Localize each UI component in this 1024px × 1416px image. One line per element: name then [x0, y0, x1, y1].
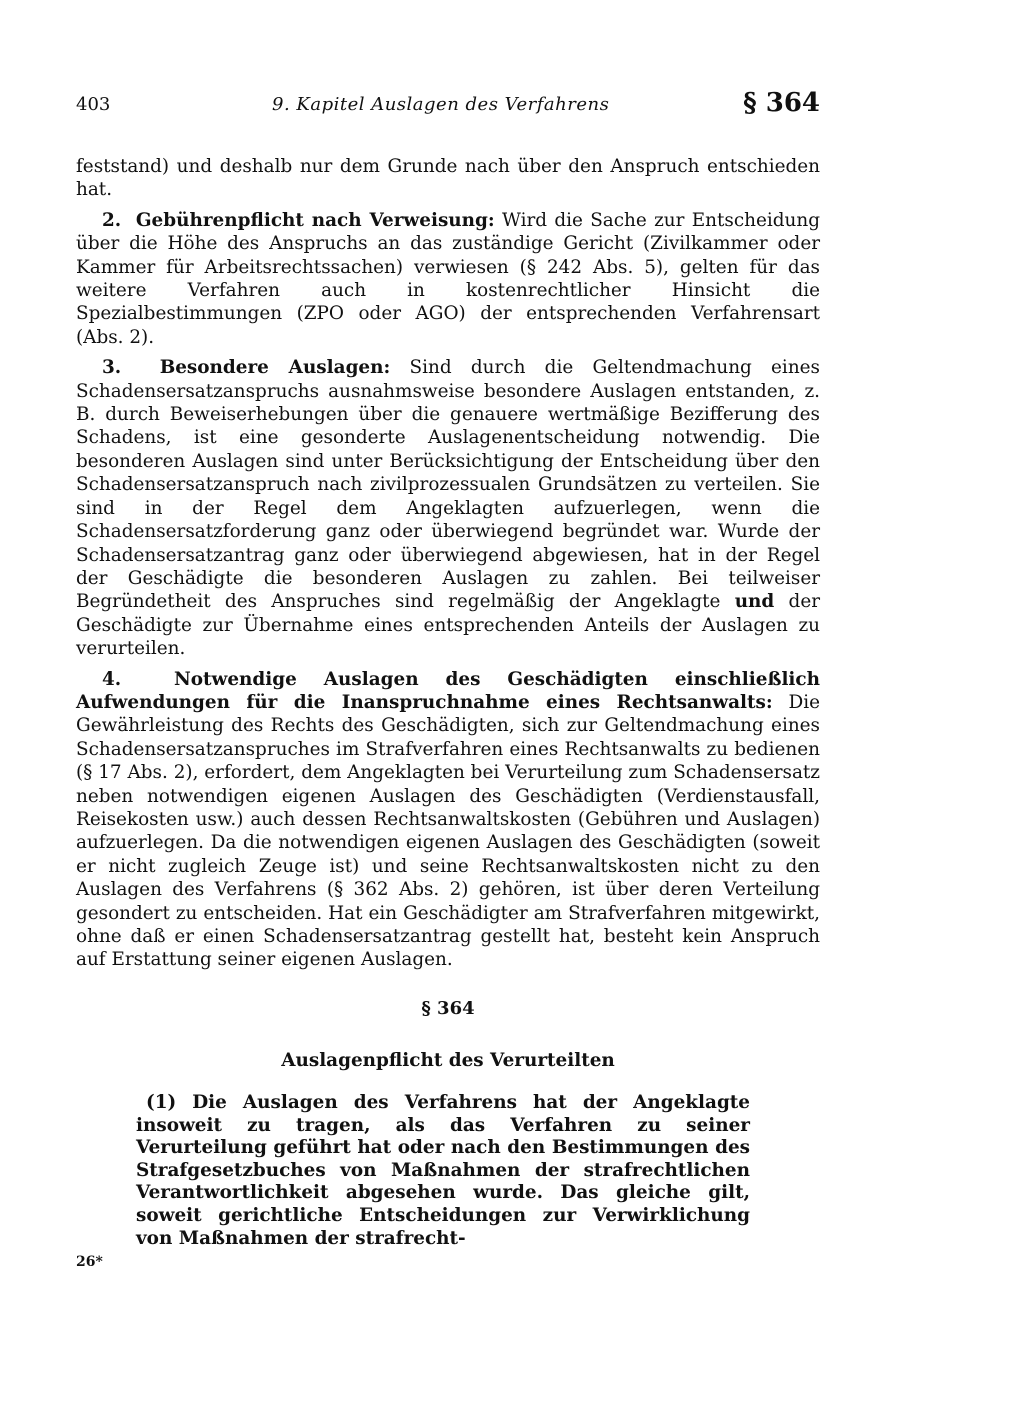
item-text: Die Gewährleistung des Rechts des Geschädigten, sich zur Geltendmachung eines Schadensersatzanspruches im Strafverfahren eines Rechtsanwalts zu bedienen (§ 17 Abs. 2), erfordert, dem Angeklagten bei Verurteilung zum Schadensersatz neben notwendigen eigenen Auslagen des Geschädigten (Verdienstausfall, Reisekosten usw.) auch dessen Rechtsanwaltskosten (Gebühren und Auslagen) aufzuerlegen. Da die notwendigen eigenen Auslagen des Geschädigten (soweit er nicht zugleich Zeuge ist) und seine Rechtsanwaltskosten nicht zu den Auslagen des Verfahrens (§ 362 Abs. 2) gehören, ist über deren Verteilung gesondert zu entscheiden. Hat ein Geschädigter am Strafverfahren mitgewirkt, ohne daß er einen Schadensersatzantrag gestellt hat, besteht kein Anspruch auf Erstattung seiner eigenen Auslagen.: [76, 691, 820, 971]
continuation-paragraph: feststand) und deshalb nur dem Grunde nach über den Anspruch entschieden hat.: [76, 156, 820, 201]
header-section-mark: § 364: [743, 88, 820, 118]
item-heading: Notwendige Auslagen des Geschädigten einschließlich Aufwendungen für die Inanspruchnahme eines Rechtsanwalts:: [76, 668, 820, 713]
item-number: 3.: [102, 357, 122, 379]
commentary-item-3: [76, 356, 820, 660]
sheet-signature: 26*: [76, 1254, 103, 1270]
item-text: Wird die Sache zur Entscheidung über die Höhe des Anspruchs an das zuständige Gericht (Zivilkammer oder Kammer für Arbeitsrechtssachen) verwiesen (§ 242 Abs. 5), gelten für das weitere Verfahren auch in kostenrechtlicher Hinsicht die Spezialbestimmungen (ZPO oder AGO) der entsprechenden Verfahrensart (Abs. 2).: [76, 209, 820, 348]
commentary-item-2: [76, 209, 820, 349]
running-header: [76, 88, 820, 128]
item-heading: Besondere Auslagen:: [159, 357, 391, 379]
commentary-text: [76, 155, 820, 972]
page-number: 403: [76, 94, 111, 115]
item-emphasis: und: [734, 591, 775, 613]
section-title: Auslagenpflicht des Verurteilten: [281, 1050, 615, 1071]
item-number: 4.: [102, 668, 122, 690]
item-text-part-1: Sind durch die Geltendmachung eines Schadensersatzanspruchs ausnahmsweise besondere Auslagen entstanden, z. B. durch Beweiserhebungen über die genauere wertmäßige Bezifferung des Schadens, ist eine gesonderte Auslagenentscheidung notwendig. Die besonderen Auslagen sind unter Berücksichtigung der Entscheidung über den Schadensersatzanspruch nach zivilprozessualen Grundsätzen zu verteilen. Sie sind in der Regel dem Angeklagten aufzuerlegen, wenn die Schadensersatzforderung ganz oder überwiegend begründet war. Wurde der Schadensersatzantrag ganz oder überwiegend abgewiesen, hat in der Regel der Geschädigte die besonderen Auslagen zu zahlen. Bei teilweiser Begründetheit des Anspruches sind regelmäßig der Angeklagte: [76, 357, 820, 613]
item-text-part-2: der Geschädigte zur Übernahme eines entsprechenden Anteils der Auslagen zu verurteilen.: [76, 591, 820, 660]
item-number: 2.: [102, 209, 122, 231]
section-number: § 364: [421, 998, 475, 1019]
statute-paragraph-1: (1) Die Auslagen des Verfahrens hat der Angeklagte insoweit zu tragen, als das Verfahren zu seiner Verurteilung geführt hat oder nach den Bestimmungen des Strafgesetzbuches von Maßnahmen der strafrechtlichen Verantwortlichkeit abgesehen wurde. Das gleiche gilt, soweit gerichtliche Entscheidungen zur Verwirklichung von Maßnahmen der strafrecht-: [136, 1092, 750, 1249]
chapter-title: 9. Kapitel Auslagen des Verfahrens: [272, 94, 610, 115]
commentary-item-4: [76, 668, 820, 972]
item-heading: Gebührenpflicht nach Verweisung:: [135, 209, 495, 231]
